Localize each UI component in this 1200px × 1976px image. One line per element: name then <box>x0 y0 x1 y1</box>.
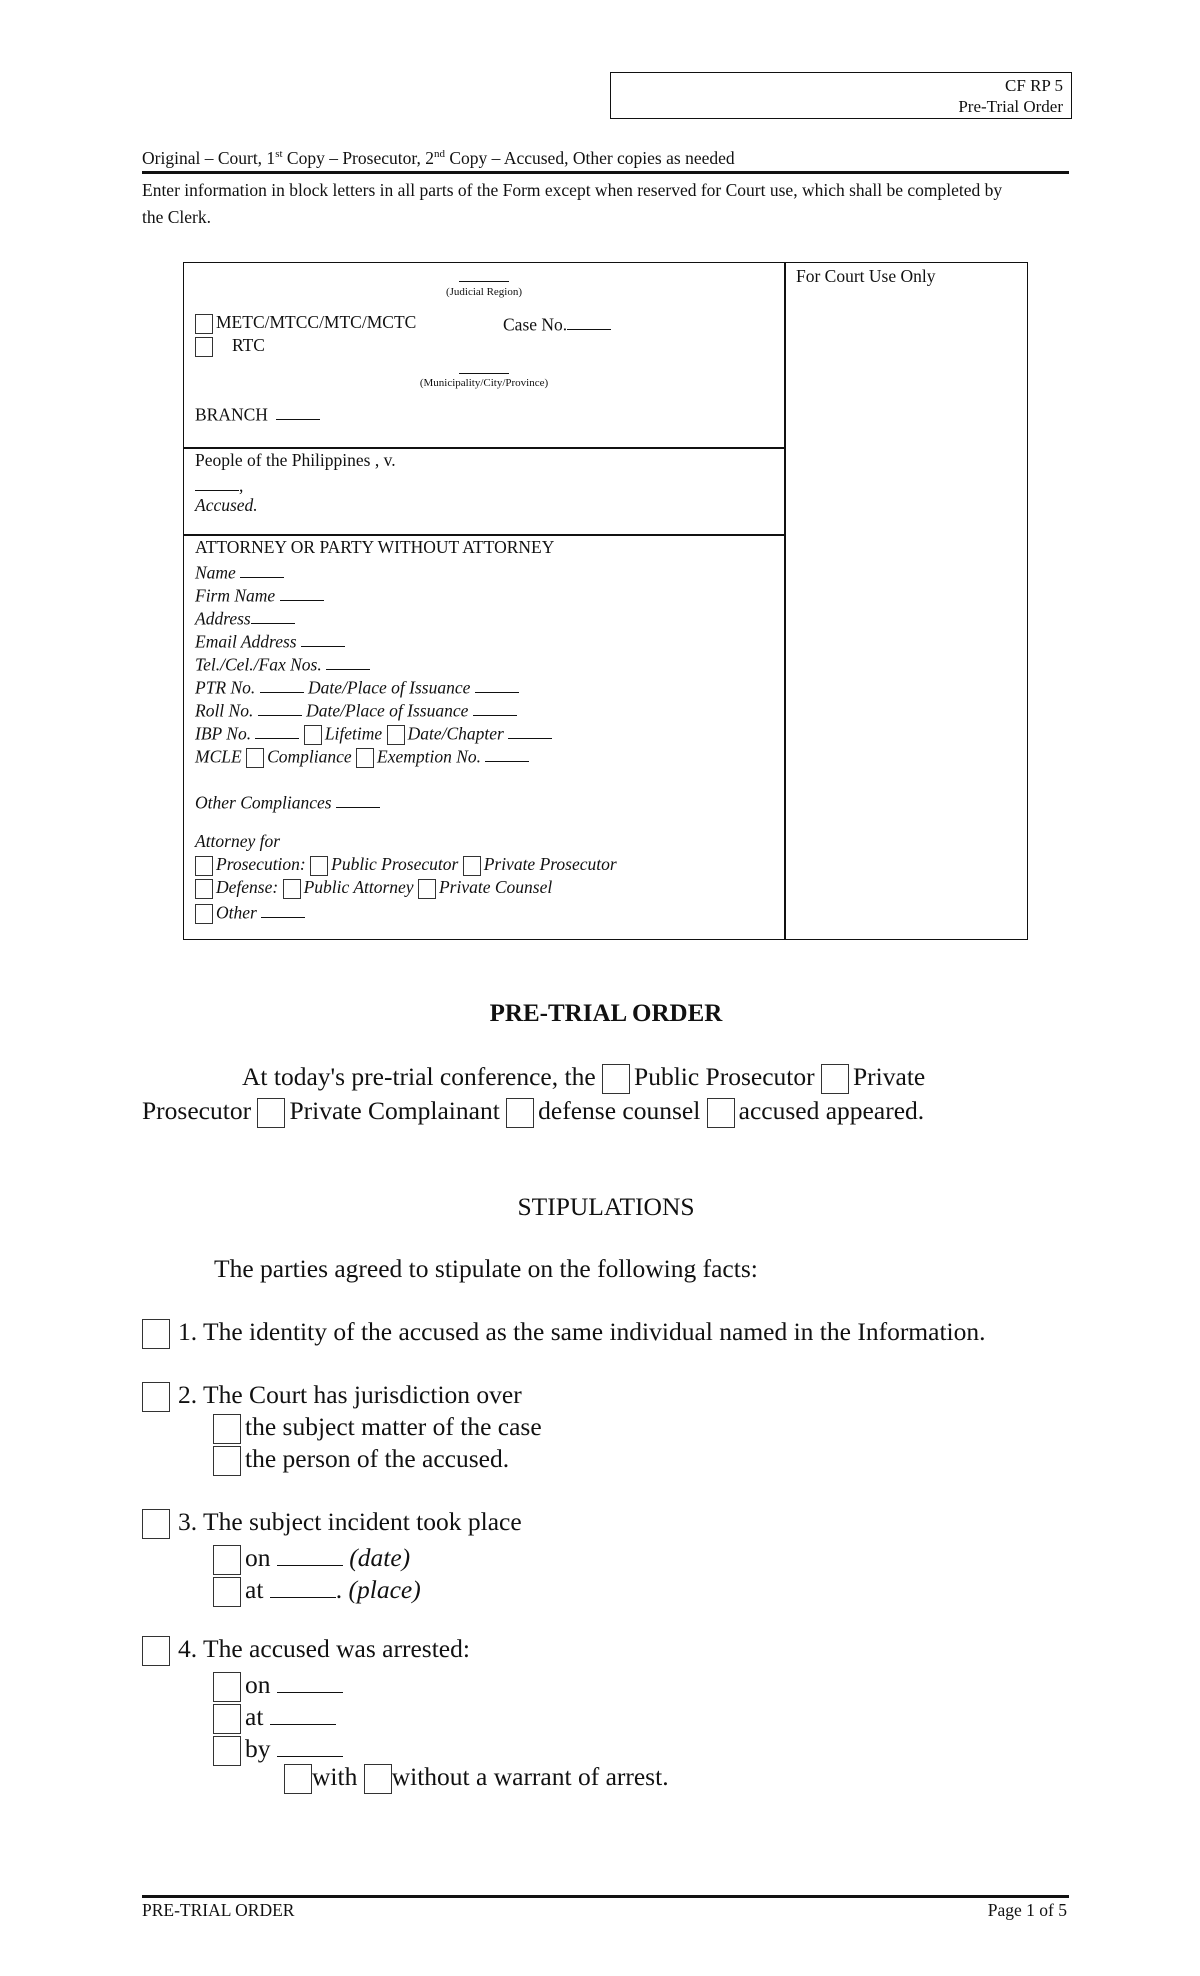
stipulation-3-on-label: on <box>245 1542 271 1572</box>
stipulation-4-by-blank[interactable] <box>277 1729 343 1757</box>
with-warrant-checkbox[interactable] <box>284 1764 312 1794</box>
public-prosecutor-appeared-checkbox[interactable] <box>602 1064 630 1094</box>
stipulation-2b-text: the person of the accused. <box>245 1444 510 1473</box>
address-blank[interactable] <box>251 605 295 624</box>
stipulations-heading: STIPULATIONS <box>517 1192 695 1221</box>
municipality-blank[interactable] <box>459 373 509 374</box>
stipulation-2a <box>213 1411 542 1444</box>
copies-text-2: Copy – Prosecutor, 2 <box>282 148 434 168</box>
copies-distribution <box>142 148 1067 169</box>
email-blank[interactable] <box>301 628 345 647</box>
judicial-region-blank[interactable] <box>459 281 509 282</box>
footer-rule <box>142 1895 1069 1898</box>
accused-comma: , <box>239 475 244 496</box>
stipulation-2a-checkbox[interactable] <box>213 1414 241 1444</box>
stipulation-4-checkbox[interactable] <box>142 1636 170 1666</box>
court-option-rtc <box>195 334 265 357</box>
stipulation-3-checkbox[interactable] <box>142 1509 170 1539</box>
warrant-row <box>284 1761 669 1794</box>
metc-checkbox[interactable] <box>195 314 213 334</box>
form-name: Pre-Trial Order <box>958 97 1063 116</box>
ibp-blank[interactable] <box>255 720 299 739</box>
other-label: Other <box>216 902 257 923</box>
private-prosecutor-label: Private Prosecutor <box>483 854 617 874</box>
ibp-label: IBP No. <box>195 723 252 744</box>
stipulation-3-date-blank[interactable] <box>277 1538 343 1566</box>
stipulation-3-text: 3. The subject incident took place <box>178 1507 522 1536</box>
stipulation-2-text: 2. The Court has jurisdiction over <box>178 1380 522 1409</box>
stipulation-4-by-label: by <box>245 1733 271 1763</box>
appeared-public-prosecutor-label: Public Prosecutor <box>634 1062 815 1091</box>
branch-field <box>195 401 320 426</box>
stipulation-3-date-hint: (date) <box>349 1542 411 1572</box>
header-rule <box>142 171 1069 174</box>
stipulation-3 <box>142 1506 522 1539</box>
copies-sup-2: nd <box>433 148 445 161</box>
firm-name-blank[interactable] <box>280 582 324 601</box>
without-warrant-label: without a warrant of arrest. <box>391 1762 669 1791</box>
accused-name-blank[interactable] <box>195 472 239 491</box>
order-title: PRE-TRIAL ORDER <box>489 1000 723 1027</box>
roll-field <box>195 697 517 722</box>
stipulation-3-place-hint: (place) <box>348 1574 421 1604</box>
case-no-label: Case No. <box>503 314 568 335</box>
stipulation-4 <box>142 1633 470 1666</box>
rtc-label: RTC <box>232 335 265 355</box>
other-compliances-field <box>195 789 380 814</box>
metc-label: METC/MTCC/MTC/MCTC <box>216 312 417 332</box>
email-field <box>195 628 345 653</box>
roll-date-place-label: Date/Place of Issuance <box>306 700 469 721</box>
stipulation-4-on-label: on <box>245 1669 271 1699</box>
stipulation-4-text: 4. The accused was arrested: <box>178 1634 470 1663</box>
private-counsel-label: Private Counsel <box>438 877 553 897</box>
form-code-box <box>610 72 1072 119</box>
accused-appeared-label: accused appeared. <box>738 1096 925 1126</box>
people-label: People of the Philippines , v. <box>195 450 396 470</box>
defense-counsel-checkbox[interactable] <box>506 1098 534 1128</box>
municipality-label: (Municipality/City/Province) <box>419 377 549 389</box>
public-prosecutor-checkbox[interactable] <box>310 856 328 876</box>
stipulation-2b <box>213 1443 509 1476</box>
prosecution-label: Prosecution: <box>216 854 306 874</box>
footer-title: PRE-TRIAL ORDER <box>142 1900 295 1920</box>
tel-label: Tel./Cel./Fax Nos. <box>195 654 322 675</box>
private-prosecutor-appeared-checkbox[interactable] <box>821 1064 849 1094</box>
appeared-prosecutor-label: Prosecutor <box>142 1096 252 1126</box>
exemption-label: Exemption No. <box>377 746 482 767</box>
private-counsel-checkbox[interactable] <box>418 879 436 899</box>
stipulation-4-at-blank[interactable] <box>270 1697 336 1725</box>
ptr-field <box>195 674 519 699</box>
lifetime-label: Lifetime <box>324 723 383 744</box>
stipulation-1-text: 1. The identity of the accused as the same individual named in the Information. <box>178 1317 986 1346</box>
tel-blank[interactable] <box>326 651 370 670</box>
firm-name-field <box>195 582 324 607</box>
copies-text-1: Original – Court, 1 <box>142 148 276 168</box>
address-field <box>195 605 295 630</box>
defense-counsel-label: defense counsel <box>538 1096 701 1126</box>
attorney-for-label: Attorney for <box>195 831 281 851</box>
public-prosecutor-label: Public Prosecutor <box>331 854 459 874</box>
attorney-name-blank[interactable] <box>240 559 284 578</box>
stipulation-2b-checkbox[interactable] <box>213 1446 241 1476</box>
compliance-checkbox[interactable] <box>246 748 264 768</box>
ptr-blank[interactable] <box>260 674 304 693</box>
defense-label: Defense: <box>216 877 279 897</box>
prosecution-row <box>195 853 617 876</box>
stipulation-2a-text: the subject matter of the case <box>245 1412 542 1441</box>
other-compliances-label: Other Compliances <box>195 792 332 813</box>
attorney-name-label: Name <box>195 562 236 583</box>
exemption-blank[interactable] <box>485 743 529 762</box>
private-complainant-label: Private Complainant <box>289 1096 500 1126</box>
mcle-label: MCLE <box>195 746 242 767</box>
stipulation-3-at-label: at <box>245 1574 264 1604</box>
other-row <box>195 899 305 924</box>
form-code: CF RP 5 <box>1005 76 1063 95</box>
ptr-date-place-label: Date/Place of Issuance <box>308 677 471 698</box>
judicial-region-label: (Judicial Region) <box>445 286 523 298</box>
date-chapter-blank[interactable] <box>508 720 552 739</box>
stipulation-2-checkbox[interactable] <box>142 1382 170 1412</box>
email-label: Email Address <box>195 631 297 652</box>
stipulation-1-checkbox[interactable] <box>142 1319 170 1349</box>
accused-appeared-checkbox[interactable] <box>707 1098 735 1128</box>
branch-label: BRANCH <box>195 404 268 425</box>
copies-sup-1: st <box>275 148 283 161</box>
compliance-label: Compliance <box>267 746 352 767</box>
appearance-intro: At today's pre-trial conference, the <box>242 1062 596 1091</box>
accused-label: Accused. <box>195 495 258 515</box>
stipulation-4-by-checkbox[interactable] <box>213 1736 241 1766</box>
stipulation-4-at-label: at <box>245 1701 264 1731</box>
stipulations-intro: The parties agreed to stipulate on the following facts: <box>214 1254 758 1283</box>
stipulation-4-on-blank[interactable] <box>277 1665 343 1693</box>
private-prosecutor-checkbox[interactable] <box>463 856 481 876</box>
defense-row <box>195 876 552 899</box>
branch-blank[interactable] <box>276 401 320 420</box>
stipulation-3-place-checkbox[interactable] <box>213 1577 241 1607</box>
other-compliances-blank[interactable] <box>336 789 380 808</box>
roll-blank[interactable] <box>258 697 302 716</box>
with-label: with <box>312 1762 358 1791</box>
page-number: Page 1 of 5 <box>987 1900 1067 1920</box>
mcle-field <box>195 743 529 768</box>
appeared-private-label: Private <box>853 1062 926 1091</box>
other-checkbox[interactable] <box>195 904 213 924</box>
firm-name-label: Firm Name <box>195 585 276 606</box>
court-use-label: For Court Use Only <box>796 266 936 286</box>
rtc-checkbox[interactable] <box>195 337 213 357</box>
ptr-date-place-blank[interactable] <box>475 674 519 693</box>
address-label: Address <box>195 608 251 629</box>
copies-text-3: Copy – Accused, Other copies as needed <box>444 148 735 168</box>
stipulation-2 <box>142 1379 522 1412</box>
stipulation-1 <box>142 1316 986 1349</box>
caption-divider-vertical <box>784 262 786 940</box>
roll-label: Roll No. <box>195 700 254 721</box>
instructions: Enter information in block letters in all parts of the Form except when reserved for Court use, which shall be completed by the Clerk. <box>142 180 1003 227</box>
attorney-name-field <box>195 559 284 584</box>
ibp-field <box>195 720 552 745</box>
ptr-label: PTR No. <box>195 677 256 698</box>
tel-field <box>195 651 370 676</box>
other-blank[interactable] <box>261 899 305 918</box>
appearance-paragraph <box>142 1060 1072 1128</box>
roll-date-place-blank[interactable] <box>473 697 517 716</box>
exemption-checkbox[interactable] <box>356 748 374 768</box>
attorney-heading: ATTORNEY OR PARTY WITHOUT ATTORNEY <box>195 537 555 557</box>
prosecution-checkbox[interactable] <box>195 856 213 876</box>
stipulation-3-place-blank[interactable] <box>270 1570 336 1598</box>
date-chapter-label: Date/Chapter <box>407 723 504 744</box>
stipulation-3-place <box>213 1570 421 1607</box>
stipulation-3-period: . <box>335 1574 343 1604</box>
private-complainant-checkbox[interactable] <box>257 1098 285 1128</box>
case-no-field <box>503 311 611 336</box>
public-attorney-checkbox[interactable] <box>283 879 301 899</box>
without-warrant-checkbox[interactable] <box>364 1764 392 1794</box>
court-option-metc <box>195 311 416 334</box>
case-no-blank[interactable] <box>567 311 611 330</box>
public-attorney-label: Public Attorney <box>303 877 414 897</box>
defense-checkbox[interactable] <box>195 879 213 899</box>
